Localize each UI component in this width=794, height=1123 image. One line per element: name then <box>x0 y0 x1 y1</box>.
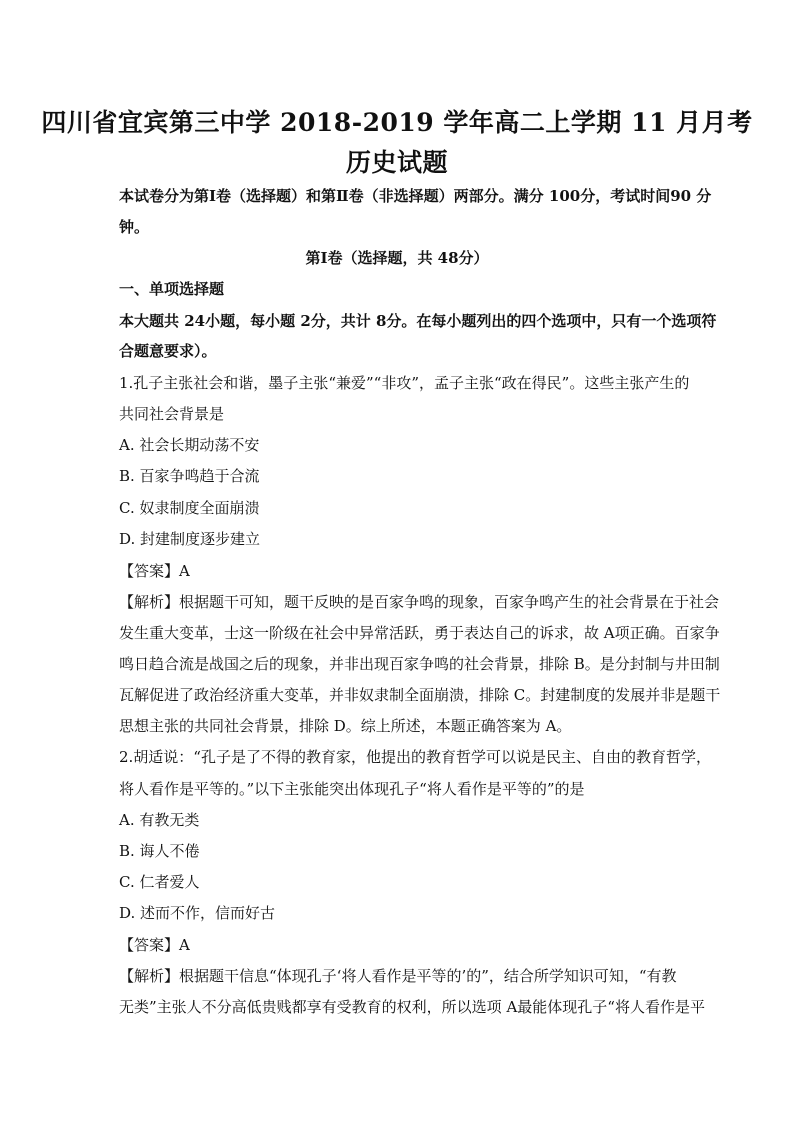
question-2-stem: 2.胡适说：“孔子是了不得的教育家，他提出的教育哲学可以说是民主、自由的教育哲学， <box>119 748 711 766</box>
question-1-answer: 【答案】A <box>119 562 190 580</box>
question-2-analysis-line: 无类”主张人不分高低贵贱都享有受教育的权利，所以选项 A最能体现孔子“将人看作是平 <box>119 998 705 1016</box>
question-1-analysis-line: 【解析】根据题干可知，题干反映的是百家争鸣的现象，百家争鸣产生的社会背景在于社会 <box>119 593 720 611</box>
question-2-answer: 【答案】A <box>119 936 190 954</box>
question-1-analysis-line: 瓦解促进了政治经济重大变革，并非奴隶制全面崩溃，排除 C。封建制度的发展并非是题干 <box>119 686 721 704</box>
question-1-option-a: A. 社会长期动荡不安 <box>119 436 260 454</box>
document-title: 四川省宜宾第三中学 2018-2019 学年高二上学期 11 月月考 <box>41 108 753 137</box>
document-subtitle: 历史试题 <box>345 148 448 177</box>
question-2-option-b: B. 诲人不倦 <box>119 842 200 860</box>
question-1-analysis-line: 鸣日趋合流是战国之后的现象，并非出现百家争鸣的社会背景，排除 B。是分封制与井田制 <box>119 655 720 673</box>
question-1-option-b: B. 百家争鸣趋于合流 <box>119 467 260 485</box>
question-2-option-d: D. 述而不作，信而好古 <box>119 904 276 922</box>
question-2-stem-cont: 将人看作是平等的。”以下主张能突出体现孔子“将人看作是平等的”的是 <box>119 780 585 798</box>
question-2-option-a: A. 有教无类 <box>119 811 200 829</box>
question-1-stem-cont: 共同社会背景是 <box>119 405 225 423</box>
question-1-option-d: D. 封建制度逐步建立 <box>119 530 261 548</box>
question-2-option-c: C. 仁者爱人 <box>119 873 200 891</box>
part-heading: 第Ⅰ卷（选择题，共 48分） <box>305 249 489 267</box>
section-description-cont: 合题意要求）。 <box>119 342 217 360</box>
question-1-stem: 1.孔子主张社会和谐，墨子主张“兼爱”“非攻”，孟子主张“政在得民”。这些主张产生的 <box>119 374 690 392</box>
intro-text-cont: 钟。 <box>119 218 150 236</box>
question-1-analysis-line: 思想主张的共同社会背景，排除 D。综上所述，本题正确答案为 A。 <box>119 717 572 735</box>
question-2-analysis-line: 【解析】根据题干信息“体现孔子‘将人看作是平等的’的”，结合所学知识可知，“有教 <box>119 967 677 985</box>
intro-text: 本试卷分为第Ⅰ卷（选择题）和第Ⅱ卷（非选择题）两部分。满分 100分，考试时间90 分 <box>119 187 712 205</box>
question-1-option-c: C. 奴隶制度全面崩溃 <box>119 499 260 517</box>
question-1-analysis-line: 发生重大变革，士这一阶级在社会中异常活跃，勇于表达自己的诉求，故 A项正确。百家争 <box>119 624 720 642</box>
section-heading: 一、单项选择题 <box>119 280 225 298</box>
section-description: 本大题共 24小题，每小题 2分，共计 8分。在每小题列出的四个选项中，只有一个选项符 <box>119 312 717 330</box>
